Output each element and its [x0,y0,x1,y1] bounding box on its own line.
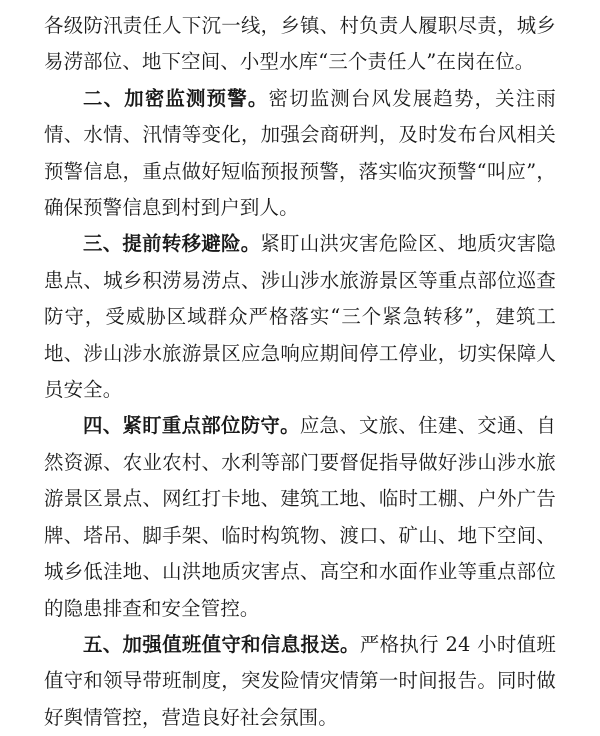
paragraph-text: 应急、文旅、住建、交通、自然资源、农业农村、水利等部门要督促指导做好涉山涉水旅游景区景点、网红打卡地、建筑工地、临时工棚、户外广告牌、塔吊、脚手架、临时构筑物、渡口、矿山、地下空间、城乡低洼地、山洪地质灾害点、高空和水面作业等重点部位的隐患排查和安全管控。 [44,414,556,620]
paragraph-text: 严格执行 24 小时值班值守和领导带班制度，突发险情灾情第一时间报告。同时做好舆情管控，营造良好社会氛围。 [44,632,556,729]
paragraph-evacuation [44,226,556,408]
paragraph-heading: 四、紧盯重点部位防守。 [83,414,300,438]
paragraph-text: 密切监测台风发展趋势，关注雨情、水情、汛情等变化，加强会商研判，及时发布台风相关预警信息，重点做好短临预报预警，落实临灾预警“叫应”，确保预警信息到村到户到人。 [44,86,556,220]
paragraph-monitoring-warning [44,81,556,227]
paragraph-continuation [44,8,556,81]
paragraph-heading: 五、加强值班值守和信息报送。 [83,632,360,656]
paragraph-heading: 三、提前转移避险。 [83,232,261,256]
paragraph-text: 各级防汛责任人下沉一线，乡镇、村负责人履职尽责，城乡易涝部位、地下空间、小型水库“三个责任人”在岗在位。 [44,14,556,74]
paragraph-heading: 二、加密监测预警。 [83,86,269,110]
paragraph-text: 紧盯山洪灾害危险区、地质灾害隐患点、城乡积涝易涝点、涉山涉水旅游景区等重点部位巡查防守，受威胁区域群众严格落实“三个紧急转移”，建筑工地、涉山涉水旅游景区应急响应期间停工停业，切实保障人员安全。 [44,232,556,402]
paragraph-key-site-defense [44,408,556,626]
paragraph-duty-reporting [44,627,556,736]
